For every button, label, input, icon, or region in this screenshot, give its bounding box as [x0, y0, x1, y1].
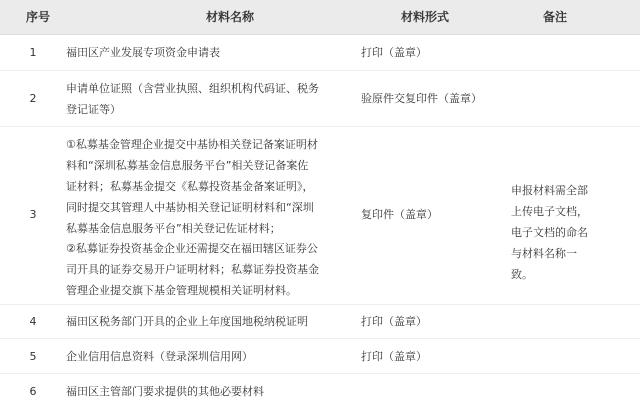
row-divider	[0, 304, 640, 305]
row-3-note-line-4: 与材料名称一	[511, 247, 577, 260]
header-note: 备注	[542, 10, 567, 24]
row-3-para-2	[66, 238, 319, 301]
row-3-note-line-2: 上传电子文档，	[511, 205, 588, 218]
row-divider	[0, 338, 640, 339]
row-4-name: 福田区税务部门开具的企业上年度国地税纳税证明	[66, 315, 308, 328]
row-6-no: 6	[29, 385, 37, 398]
row-3-no: 3	[29, 208, 37, 221]
row-1-name: 福田区产业发展专项资金申请表	[66, 46, 220, 59]
row-4-form: 打印（盖章）	[361, 315, 427, 328]
row-3-note-line-5: 致。	[511, 268, 533, 281]
row-3-para-1-line-2: 料和“深圳私募基金信息服务平台”相关登记备案佐	[66, 159, 309, 172]
row-divider	[0, 373, 640, 374]
row-1-no: 1	[29, 46, 37, 59]
header-seq: 序号	[25, 10, 50, 24]
row-2-name	[66, 78, 319, 120]
row-1-form: 打印（盖章）	[361, 46, 427, 59]
row-3-para-2-line-3: 管理企业提交旗下基金管理规模相关证明材料。	[66, 284, 297, 297]
row-2-form: 验原件交复印件（盖章）	[361, 92, 482, 105]
row-5-no: 5	[29, 350, 37, 363]
row-3-para-2-line-2: 司开具的证券交易开户证明材料；私募证券投资基金	[66, 263, 319, 276]
row-6-name: 福田区主管部门要求提供的其他必要材料	[66, 385, 264, 398]
row-3-para-1-line-5: 私募基金信息服务平台”相关登记佐证材料；	[66, 222, 281, 235]
row-2-no: 2	[29, 92, 37, 105]
row-2-name-line-1: 申请单位证照（含营业执照、组织机构代码证、税务	[66, 82, 319, 95]
row-2-name-line-2: 登记证等）	[66, 103, 121, 116]
row-divider	[0, 70, 640, 71]
row-divider	[0, 126, 640, 127]
row-3-para-1-line-4: 同时提交其管理人中基协相关登记证明材料和“深圳	[66, 201, 314, 214]
row-3-form: 复印件（盖章）	[361, 208, 438, 221]
row-5-form: 打印（盖章）	[361, 350, 427, 363]
row-5-name: 企业信用信息资料（登录深圳信用网）	[66, 350, 253, 363]
row-3-para-1-line-3: 证材料；私募基金提交《私募投资基金备案证明》，	[66, 180, 314, 193]
row-3-para-2-line-1: ②私募证券投资基金企业还需提交在福田辖区证券公	[66, 242, 318, 255]
row-3-para-1-line-1: ①私募基金管理企业提交中基协相关登记备案证明材	[66, 138, 318, 151]
row-3-note-line-3: 电子文档的命名	[511, 226, 588, 239]
row-3-para-1	[66, 134, 318, 239]
row-3-note-line-1: 申报材料需全部	[511, 184, 588, 197]
row-4-no: 4	[29, 315, 37, 328]
row-3-note	[511, 180, 611, 285]
header-name: 材料名称	[205, 10, 254, 24]
header-form: 材料形式	[400, 10, 449, 24]
